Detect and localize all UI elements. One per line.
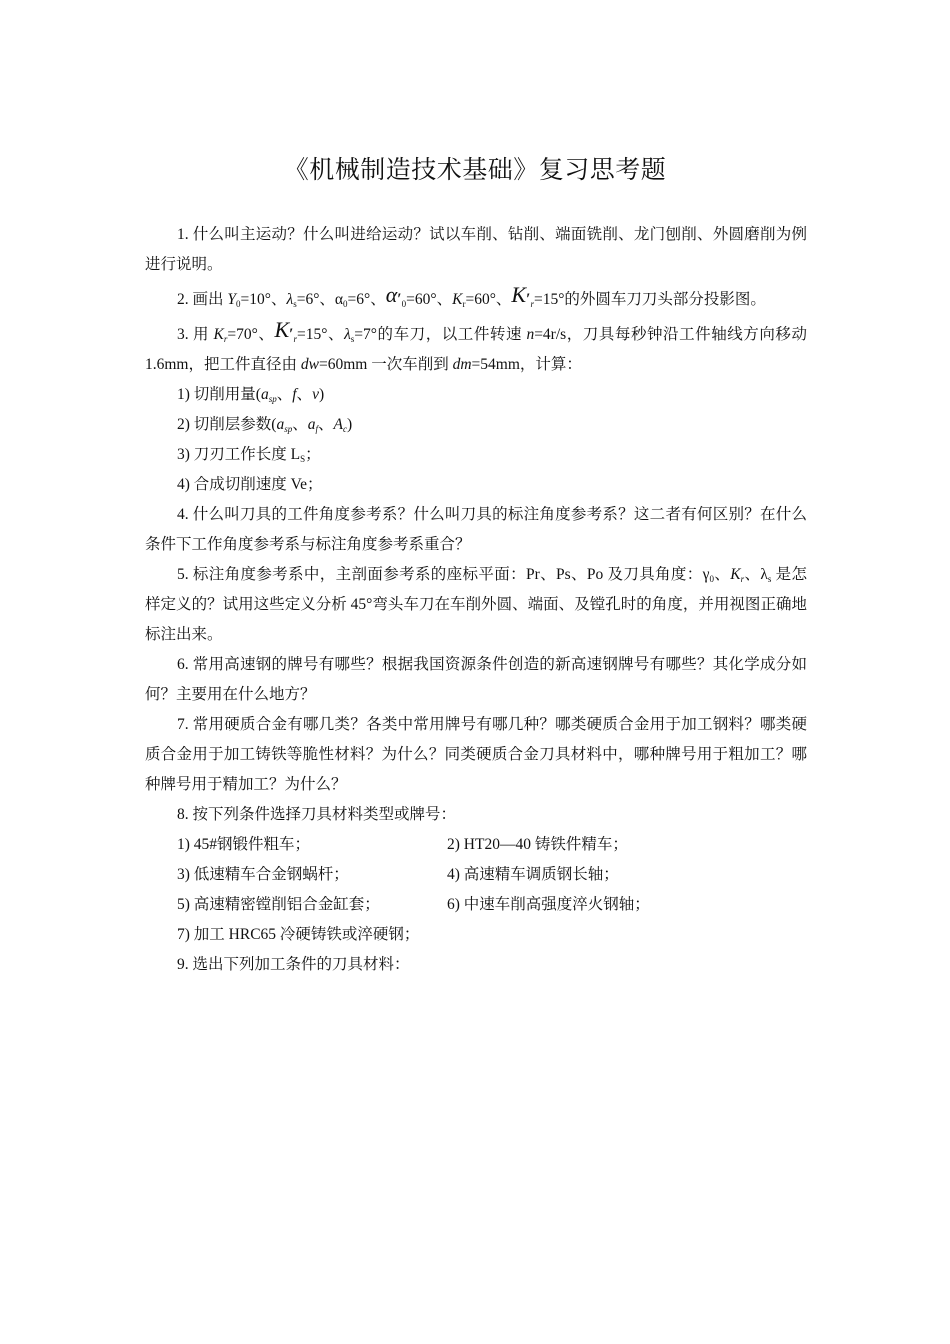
symbol-a: a <box>260 386 269 403</box>
question-8: 8. 按下列条件选择刀具材料类型或牌号： <box>177 806 457 823</box>
symbol-A: A <box>333 416 343 433</box>
value-text: =60°、 <box>406 291 453 308</box>
subscript: r <box>293 334 298 344</box>
page-title: 《机械制造技术基础》复习思考题 <box>283 155 667 184</box>
q5-tail: 是怎样定义的？试用这些定义分析 45°弯头车刀在车削外圆、端面、及镗孔时的角度，并用视图正确地标注出来。 <box>145 566 807 643</box>
subscript: 0 <box>709 574 715 584</box>
symbol-y0: Y <box>227 291 237 308</box>
subscript: c <box>342 424 347 434</box>
subscript: r <box>462 299 466 309</box>
q3-lead: 3. 用 <box>177 326 214 343</box>
subscript: 0 <box>343 299 348 309</box>
subscript: S <box>300 454 306 464</box>
value-text: =54mm，计算： <box>471 356 582 373</box>
symbol-alpha0: α <box>334 291 344 308</box>
symbol-kr: K <box>730 566 741 583</box>
q8-option: 1) 45#钢锻件粗车； <box>177 836 311 853</box>
q8-option: 5) 高速精密镗削铝合金缸套； <box>177 896 380 913</box>
q8-option: 2) HT20—40 铸铁件精车； <box>447 836 628 853</box>
value-text: =60°、 <box>465 291 512 308</box>
question-6: 6. 常用高速钢的牌号有哪些？根据我国资源条件创造的新高速钢牌号有哪些？其化学成分如何？主要用在什么地方？ <box>145 656 807 703</box>
prime-mark: ′ <box>526 291 531 308</box>
subscript: sp <box>268 394 277 404</box>
symbol-lambda-s: λ <box>286 291 294 308</box>
value-text: =15°的外圆车刀刀头部分投影图。 <box>533 291 766 308</box>
symbol-dw: dw <box>300 356 319 373</box>
subscript: sp <box>284 424 293 434</box>
q8-option: 4) 高速精车调质钢长轴； <box>447 866 619 883</box>
item-text: 2) 切削层参数( <box>177 416 277 433</box>
symbol-v: v <box>312 386 319 403</box>
q3-item-1 <box>145 380 807 410</box>
q8-row-2 <box>145 860 807 890</box>
symbol-kr: K <box>452 291 463 308</box>
symbol-f: f <box>292 386 297 403</box>
q8-row-1 <box>145 830 807 860</box>
prime-mark: ′ <box>289 326 294 343</box>
value-text: =4r/s，刀具每秒钟沿工件轴线方向移动 1.6mm，把工件直径由 <box>145 326 807 373</box>
question-2 <box>145 280 807 315</box>
question-9: 9. 选出下列加工条件的刀具材料： <box>177 956 410 973</box>
subscript: r <box>740 574 745 584</box>
separator: 、 <box>292 416 308 433</box>
question-5 <box>145 560 807 650</box>
q3-item-3 <box>145 440 807 470</box>
item-text: ) <box>346 416 353 433</box>
value-text: =10°、 <box>240 291 287 308</box>
item-text: 3) 刀刃工作长度 L <box>177 446 301 463</box>
symbol-alpha0-prime: α <box>385 282 398 307</box>
symbol-n: n <box>526 326 535 343</box>
symbol-lambda-s: λ <box>344 326 351 343</box>
q8-option: 6) 中速车削高强度淬火钢轴； <box>447 896 650 913</box>
subscript: 0 <box>236 299 241 309</box>
prime-mark: ′ <box>397 291 402 308</box>
separator: 、 <box>276 386 293 403</box>
question-7: 7. 常用硬质合金有哪几类？各类中常用牌号有哪几种？哪类硬质合金用于加工钢料？哪类硬质合金用于加工铸铁等脆性材料？为什么？同类硬质合金刀具材料中，哪种牌号用于粗加工？哪种牌号用于精加工？为什么？ <box>145 716 807 793</box>
subscript: r <box>223 334 228 344</box>
q5-lead: 5. 标注角度参考系中，主剖面参考系的座标平面：Pr、Ps、Po 及刀具角度： <box>177 566 703 583</box>
symbol-kr: K <box>213 326 224 343</box>
q8-option-7: 7) 加工 HRC65 冷硬铸铁或淬硬钢； <box>177 926 420 943</box>
q3-item-2 <box>145 410 807 440</box>
value-text: =7°的车刀，以工件转速 <box>354 326 527 343</box>
question-4: 4. 什么叫刀具的工件角度参考系？什么叫刀具的标注角度参考系？这二者有何区别？在什么条件下工作角度参考系与标注角度参考系重合？ <box>145 506 807 553</box>
value-text: =15°、 <box>297 326 345 343</box>
item-text: ) <box>318 386 325 403</box>
symbol-a: a <box>276 416 285 433</box>
subscript: s <box>767 574 772 584</box>
subscript: s <box>350 334 355 344</box>
subscript: 0 <box>401 299 407 309</box>
item-text: ； <box>305 446 321 463</box>
symbol-a: a <box>307 416 316 433</box>
value-text: =70°、 <box>227 326 275 343</box>
value-text: =6°、 <box>296 291 335 308</box>
separator: 、 <box>296 386 313 403</box>
item-text: 1) 切削用量( <box>177 386 261 403</box>
symbol-kr-prime: K <box>511 282 527 307</box>
value-text: =6°、 <box>347 291 386 308</box>
separator: 、 <box>744 566 761 583</box>
value-text: =60mm 一次车削到 <box>318 356 453 373</box>
separator: 、 <box>714 566 731 583</box>
symbol-gamma0: γ <box>702 566 710 583</box>
q3-item-4: 4) 合成切削速度 Ve； <box>177 476 323 493</box>
q8-row-3 <box>145 890 807 920</box>
question-list <box>145 220 807 980</box>
subscript: r <box>530 299 534 309</box>
symbol-lambda-s: λ <box>760 566 768 583</box>
q2-lead: 2. 画出 <box>177 291 228 308</box>
subscript: s <box>293 299 297 309</box>
symbol-dm: dm <box>452 356 472 373</box>
subscript: f <box>315 424 318 434</box>
symbol-kr-prime: K <box>274 317 290 342</box>
question-1: 1. 什么叫主运动？什么叫进给运动？试以车削、钻削、端面铣削、龙门刨削、外圆磨削为例进行说明。 <box>145 226 807 273</box>
q8-option: 3) 低速精车合金钢蜗杆； <box>177 866 349 883</box>
question-3 <box>145 315 807 380</box>
separator: 、 <box>318 416 334 433</box>
